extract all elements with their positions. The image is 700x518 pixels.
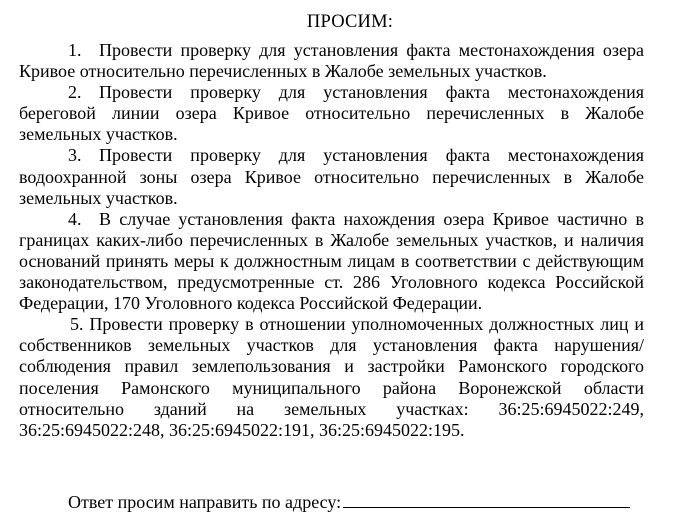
list-item — [19, 314, 644, 441]
item-text: Провести проверку для установления факта местонахождения озера Кривое относительно перечисленных в Жалобе земельных участков. — [19, 40, 644, 82]
list-item — [19, 209, 644, 314]
list-item — [19, 145, 644, 208]
item-number: 4. — [68, 208, 82, 229]
response-address-line — [68, 490, 630, 513]
item-text: Провести проверку для установления факта местонахождения береговой линии озера Кривое относительно перечисленных в Жалобе земельных участков. — [19, 82, 644, 145]
item-number: 2. — [68, 82, 82, 103]
item-text: Провести проверку для установления факта местонахождения водоохранной зоны озера Кривое относительно перечисленных в Жалобе земельных участков. — [19, 145, 644, 208]
item-number: 1. — [68, 40, 82, 60]
document-heading: ПРОСИМ: — [306, 12, 394, 32]
request-list — [19, 40, 644, 441]
address-blank-field — [343, 490, 630, 508]
list-item — [19, 82, 644, 145]
list-item — [19, 40, 644, 82]
item-text: В случае установления факта нахождения озера Кривое частично в границах каких-либо перечисленных в Жалобе земельных участков, и наличия оснований принять меры к должностным лицам в соответствии с действующим законодательством, предусмотренные ст. 286 Уголовного кодекса Российской Федерации, 170 Уголовного кодекса Российской Федерации. — [19, 208, 644, 314]
item-number: 5. — [70, 314, 84, 335]
item-text: Провести проверку в отношении уполномоченных должностных лиц и собственников земельных участков для установления факта нарушения/соблюдения правил землепользования и застройки Рамонского городского поселения Рамонского муниципального района Воронежской области относительно зданий на земельных участках: 36:25:6945022:249, 36:25:6945022:248, 36:25:6945022:191, 36:25:6945022:195. — [19, 314, 645, 440]
footer-label: Ответ просим направить по адресу: — [68, 492, 342, 512]
item-number: 3. — [68, 145, 82, 166]
